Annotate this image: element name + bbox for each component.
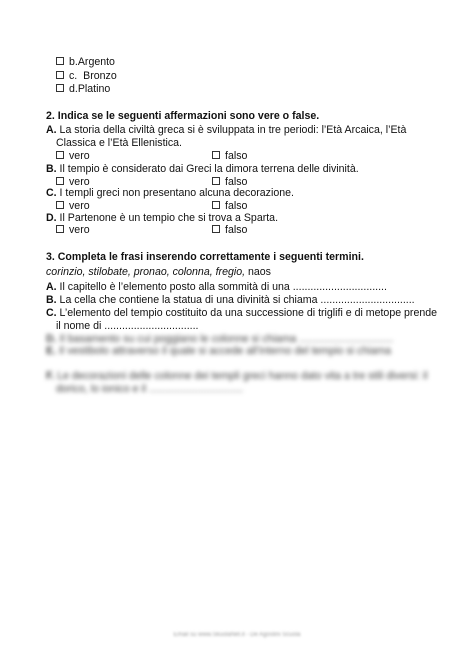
section3-item-c-line2: il nome di ................................ [56, 320, 199, 332]
section3-item-f-line2: dorico, lo ionico e il ................................ [56, 383, 244, 395]
true-option: vero [56, 150, 90, 163]
option-d: d.Platino [56, 83, 110, 96]
section3-item-f: F. Le decorazioni delle colonne dei templi greci hanno dato vita a tre stili diversi: il [46, 370, 428, 382]
checkbox-square-icon [56, 71, 64, 79]
checkbox-square-icon [56, 201, 64, 209]
false-option: falso [212, 224, 247, 237]
section3-item-e: E. Il vestibolo attraverso il quale si accede all’interno del tempio si chiama [46, 345, 392, 357]
true-option: vero [56, 176, 90, 189]
section3-heading: 3. Completa le frasi inserendo correttamente i seguenti termini. [46, 251, 364, 263]
checkbox-square-icon [212, 225, 220, 233]
checkbox-square-icon [56, 151, 64, 159]
section3-item-c: C. L’elemento del tempio costituito da una successione di triglifi e di metope prende [46, 307, 438, 319]
checkbox-square-icon [56, 57, 64, 65]
false-option: falso [212, 176, 247, 189]
section2-item-b: B. Il tempio è considerato dai Greci la dimora terrena delle divinità. [46, 163, 359, 175]
section2-item-c: C. I templi greci non presentano alcuna decorazione. [46, 187, 294, 199]
term-list: corinzio, stilobate, pronao, colonna, fregio, naos [46, 266, 271, 278]
checkbox-square-icon [212, 177, 220, 185]
checkbox-square-icon [56, 225, 64, 233]
checkbox-square-icon [212, 201, 220, 209]
false-option: falso [212, 200, 247, 213]
section3-item-b: B. La cella che contiene la statua di una divinità si chiama ................................ [46, 294, 415, 306]
true-option: vero [56, 224, 90, 237]
option-c: c. Bronzo [56, 70, 117, 83]
page-footer: Email su www.SkuolaNet.it - De Agostini Scuola [173, 632, 301, 638]
true-option: vero [56, 200, 90, 213]
section2-item-a: A. La storia della civiltà greca si è sviluppata in tre periodi: l’Età Arcaica, l’Età [46, 124, 407, 136]
section2-heading: 2. Indica se le seguenti affermazioni sono vere o false. [46, 110, 320, 122]
false-option: falso [212, 150, 247, 163]
checkbox-square-icon [56, 177, 64, 185]
option-b: b.Argento [56, 56, 115, 69]
checkbox-square-icon [212, 151, 220, 159]
checkbox-square-icon [56, 84, 64, 92]
section2-item-a-line2: Classica e l’Età Ellenistica. [56, 137, 182, 149]
blurred-preview [0, 333, 474, 403]
section2-item-d: D. Il Partenone è un tempio che si trova a Sparta. [46, 212, 279, 224]
section3-item-d: D. Il basamento su cui poggiano le colonne si chiama ................................ [46, 333, 394, 345]
section3-item-a: A. Il capitello è l’elemento posto alla sommità di una ................................ [46, 281, 387, 293]
